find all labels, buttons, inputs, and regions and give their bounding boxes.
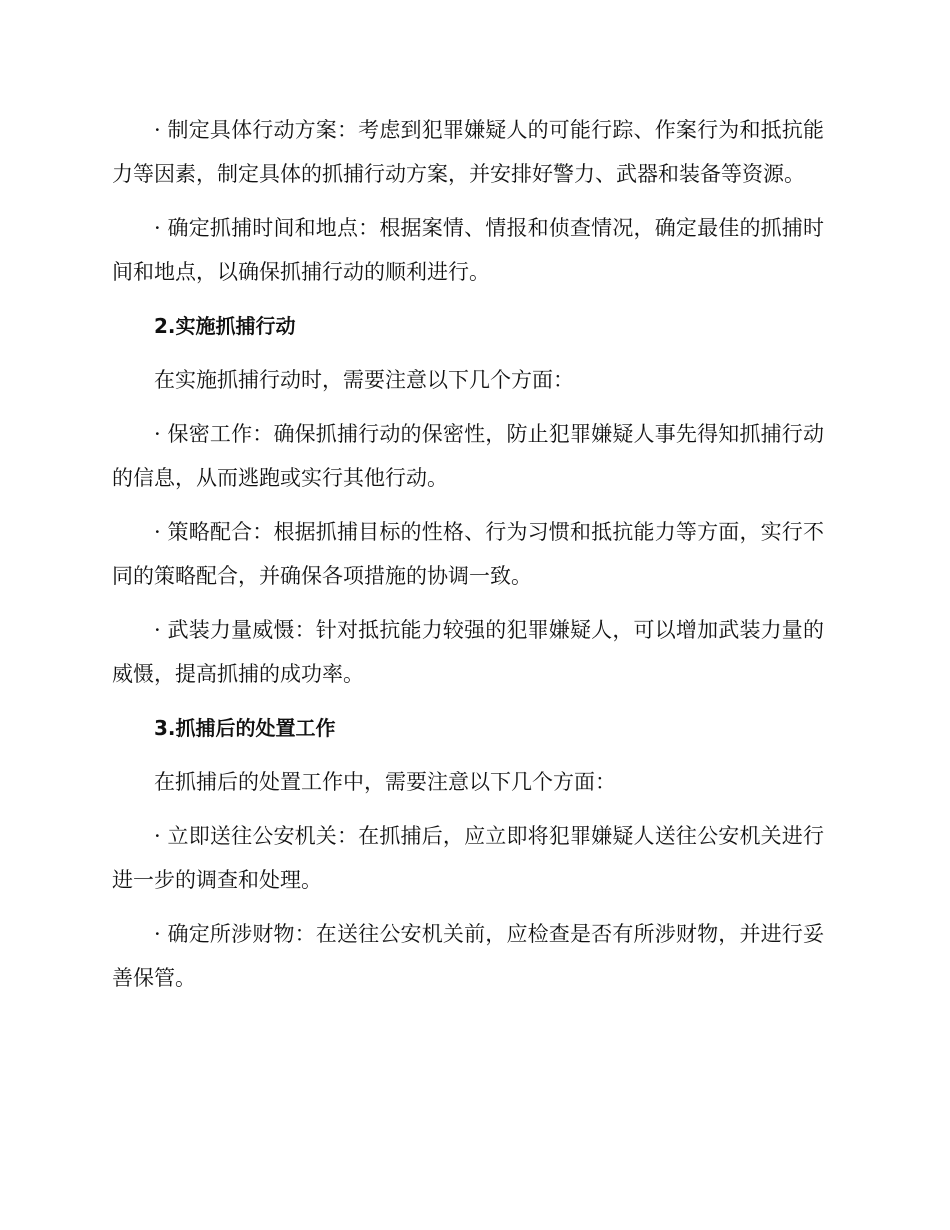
paragraph-confidentiality: · 保密工作：确保抓捕行动的保密性，防止犯罪嫌疑人事先得知抓捕行动的信息，从而逃跑或实行其他行动。 bbox=[112, 422, 824, 490]
paragraph-send-to-police: · 立即送往公安机关：在抓捕后，应立即将犯罪嫌疑人送往公安机关进行进一步的调查和处理。 bbox=[112, 824, 824, 892]
paragraph-property-check: · 确定所涉财物：在送往公安机关前，应检查是否有所涉财物，并进行妥善保管。 bbox=[112, 922, 824, 990]
paragraph-time-location: · 确定抓捕时间和地点：根据案情、情报和侦查情况，确定最佳的抓捕时间和地点，以确保抓捕行动的顺利进行。 bbox=[112, 216, 824, 284]
paragraph-implement-intro: 在实施抓捕行动时，需要注意以下几个方面： bbox=[154, 368, 574, 392]
document-body bbox=[112, 108, 824, 1010]
section-heading-implement-arrest: 2.实施抓捕行动 bbox=[154, 314, 296, 338]
paragraph-armed-deterrence: · 武装力量威慑：针对抵抗能力较强的犯罪嫌疑人，可以增加武装力量的威慑，提高抓捕的成功率。 bbox=[112, 618, 824, 686]
paragraph-strategy-coordination: · 策略配合：根据抓捕目标的性格、行为习惯和抵抗能力等方面，实行不同的策略配合，并确保各项措施的协调一致。 bbox=[112, 520, 824, 588]
paragraph-post-arrest-intro: 在抓捕后的处置工作中，需要注意以下几个方面： bbox=[154, 770, 616, 794]
section-heading-post-arrest: 3.抓捕后的处置工作 bbox=[154, 716, 336, 740]
paragraph-action-plan: · 制定具体行动方案：考虑到犯罪嫌疑人的可能行踪、作案行为和抵抗能力等因素，制定具体的抓捕行动方案，并安排好警力、武器和装备等资源。 bbox=[112, 118, 824, 186]
